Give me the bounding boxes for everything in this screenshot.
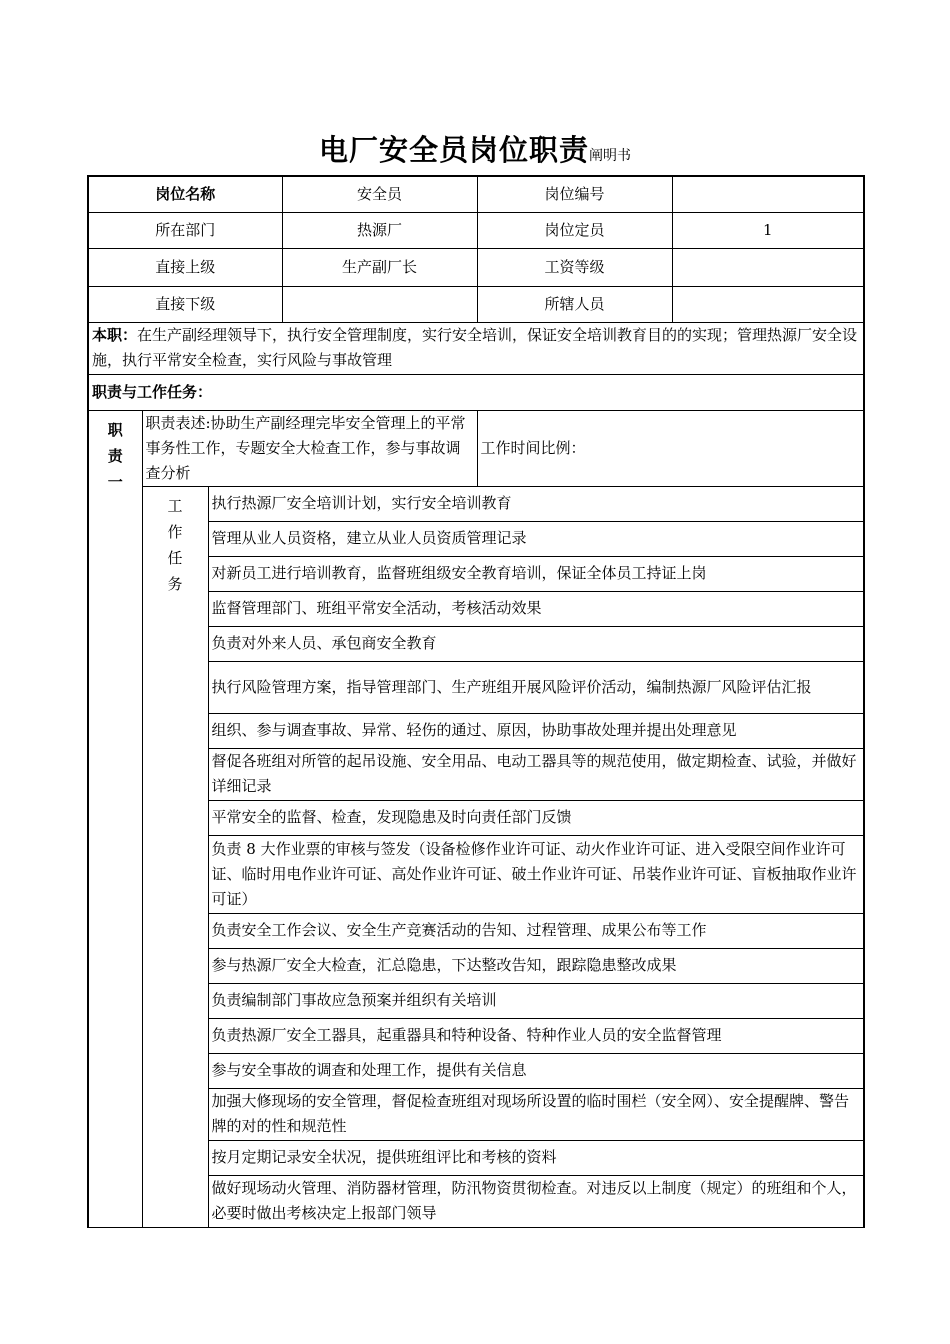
- dept-value: 热源厂: [282, 212, 477, 248]
- section1-vertical-label: [88, 410, 142, 1227]
- post-code-label: 岗位编号: [477, 176, 672, 212]
- task-char: 任: [167, 548, 183, 567]
- task-item: 执行热源厂安全培训计划，实行安全培训教育: [208, 486, 864, 521]
- post-name-label: 岗位名称: [88, 176, 282, 212]
- section1-description-row: [88, 410, 864, 486]
- task-item: 监督管理部门、班组平常安全活动，考核活动效果: [208, 591, 864, 626]
- title-sub: 阐明书: [589, 148, 631, 164]
- task-char: 作: [167, 522, 183, 541]
- task-item: 负责热源厂安全工器具，起重器具和特种设备、特种作业人员的安全监督管理: [208, 1018, 864, 1053]
- duty-label: 本职：: [92, 326, 138, 344]
- task-item: 参与热源厂安全大检查，汇总隐患，下达整改告知，跟踪隐患整改成果: [208, 948, 864, 983]
- task-char: 务: [167, 574, 183, 593]
- superior-label: 直接上级: [88, 248, 282, 286]
- section1-char: 一: [107, 472, 123, 491]
- task-item: 平常安全的监督、检查，发现隐患及时向责任部门反馈: [208, 800, 864, 835]
- duty-row: [88, 322, 864, 374]
- task-item: 管理从业人员资格，建立从业人员资质管理记录: [208, 521, 864, 556]
- quota-label: 岗位定员: [477, 212, 672, 248]
- task-item: 对新员工进行培训教育，监督班组级安全教育培训，保证全体员工持证上岗: [208, 556, 864, 591]
- superior-value: 生产副厂长: [282, 248, 477, 286]
- time-ratio-label: 工作时间比例：: [477, 410, 864, 486]
- section1-description: 职责表述:协助生产副经理完毕安全管理上的平常事务性工作，专题安全大检查工作，参与事故调查分析: [142, 410, 477, 486]
- post-name-value: 安全员: [282, 176, 477, 212]
- task-item: 参与安全事故的调查和处理工作，提供有关信息: [208, 1053, 864, 1088]
- task-row: [88, 486, 864, 521]
- quota-value: 1: [672, 212, 864, 248]
- duty-cell: [88, 322, 864, 374]
- task-item: 负责编制部门事故应急预案并组织有关培训: [208, 983, 864, 1018]
- info-row-3: [88, 248, 864, 286]
- salary-value: [672, 248, 864, 286]
- section1-char: 职: [107, 420, 123, 439]
- subordinate-value: [282, 286, 477, 322]
- staff-value: [672, 286, 864, 322]
- task-item: 督促各班组对所管的起吊设施、安全用品、电动工器具等的规范使用，做定期检查、试验，并做好详细记录: [208, 748, 864, 800]
- info-row-1: [88, 176, 864, 212]
- document-title: [0, 128, 950, 169]
- section1-char: 责: [107, 446, 123, 465]
- title-main: 电厂安全员岗位职责: [318, 133, 589, 167]
- subordinate-label: 直接下级: [88, 286, 282, 322]
- info-row-2: [88, 212, 864, 248]
- salary-label: 工资等级: [477, 248, 672, 286]
- task-vertical-label: [142, 486, 208, 1227]
- post-code-value: [672, 176, 864, 212]
- task-item: 负责对外来人员、承包商安全教育: [208, 626, 864, 661]
- responsibilities-header: 职责与工作任务：: [88, 374, 864, 410]
- task-item: 按月定期记录安全状况，提供班组评比和考核的资料: [208, 1140, 864, 1175]
- job-description-table: [87, 175, 865, 1228]
- task-item: 加强大修现场的安全管理，督促检查班组对现场所设置的临时围栏（安全网）、安全提醒牌、警告牌的对的性和规范性: [208, 1088, 864, 1140]
- task-char: 工: [167, 496, 183, 515]
- duty-text: 在生产副经理领导下，执行安全管理制度，实行安全培训，保证安全培训教育目的的实现；管理热源厂安全设施，执行平常安全检查，实行风险与事故管理: [92, 326, 858, 369]
- responsibilities-header-row: [88, 374, 864, 410]
- task-item: 执行风险管理方案，指导管理部门、生产班组开展风险评价活动，编制热源厂风险评估汇报: [208, 661, 864, 713]
- task-item: 组织、参与调查事故、异常、轻伤的通过、原因，协助事故处理并提出处理意见: [208, 713, 864, 748]
- task-item: 负责安全工作会议、安全生产竞赛活动的告知、过程管理、成果公布等工作: [208, 913, 864, 948]
- staff-label: 所辖人员: [477, 286, 672, 322]
- task-item: 负责 8 大作业票的审核与签发（设备检修作业许可证、动火作业许可证、进入受限空间作业许可证、临时用电作业许可证、高处作业许可证、破土作业许可证、吊装作业许可证、盲板抽取作业许可证）: [208, 835, 864, 913]
- task-item: 做好现场动火管理、消防器材管理，防汛物资贯彻检查。对违反以上制度（规定）的班组和个人，必要时做出考核决定上报部门领导: [208, 1175, 864, 1227]
- dept-label: 所在部门: [88, 212, 282, 248]
- info-row-4: [88, 286, 864, 322]
